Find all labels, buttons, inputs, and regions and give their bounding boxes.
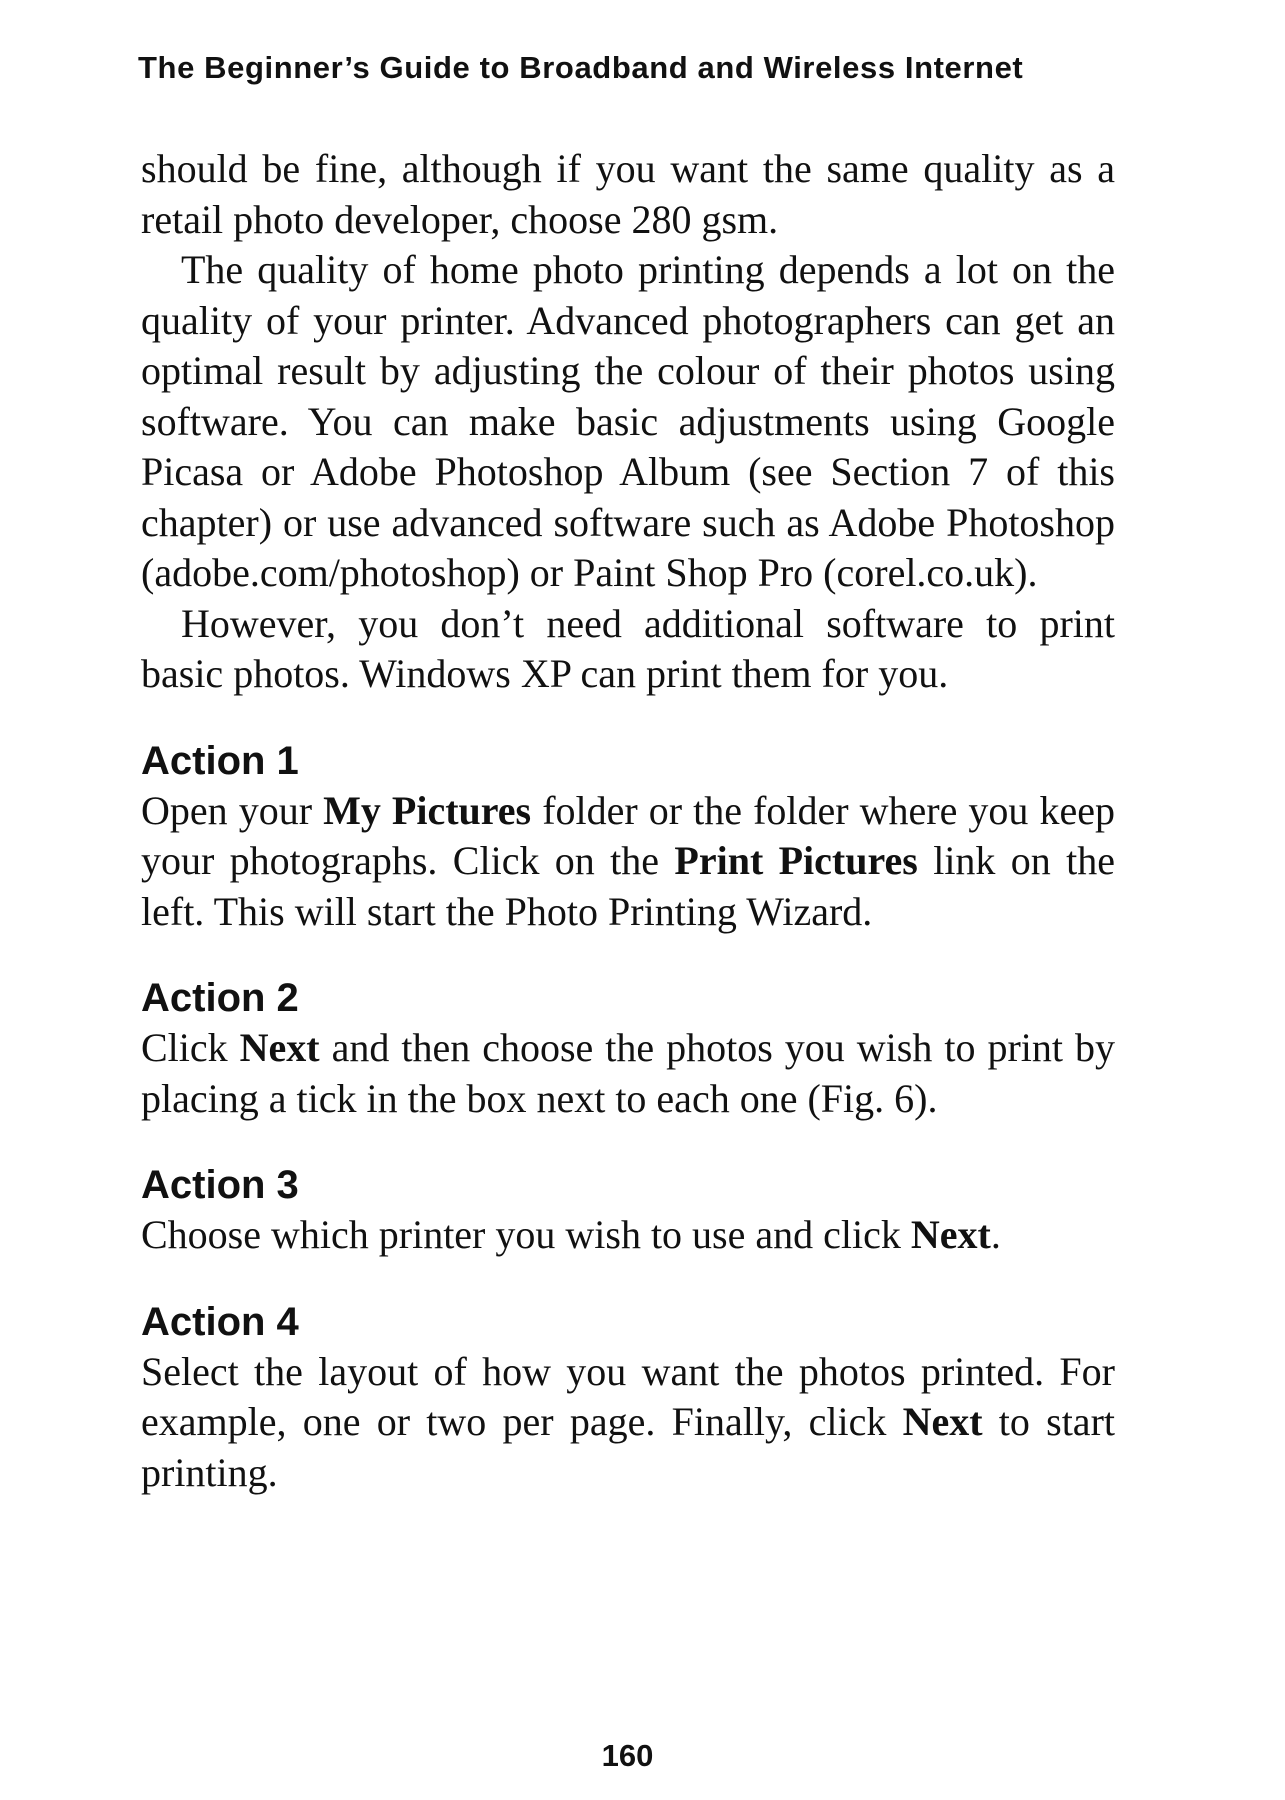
action-2-text [141, 1023, 1115, 1124]
action-3-text-part: Choose which printer you wish to use and click [141, 1212, 911, 1257]
action-4-heading: Action 4 [141, 1299, 299, 1344]
page-body [141, 144, 1115, 1498]
action-1-heading: Action 1 [141, 738, 299, 783]
action-4-section [141, 1297, 1115, 1499]
action-3-heading: Action 3 [141, 1163, 299, 1207]
action-4-text-part: Select the layout of how you want the photos printed. For example, one or two per page. Finally, click [141, 1348, 1115, 1444]
action-1-text-part: folder or the folder where you keep your photographs. Click on the [141, 787, 1115, 883]
next-term: Next [910, 1212, 991, 1257]
action-2-text-part: Click [141, 1025, 240, 1070]
action-1-section [141, 736, 1115, 938]
action-1-text-part: link on the left. This will start the Photo Printing Wizard. [141, 838, 1116, 934]
action-3-text-part: . [990, 1212, 1001, 1257]
paragraph-windows-xp: However, you don’t need additional software to print basic photos. Windows XP can print them for you. [141, 600, 1115, 696]
action-4-text [141, 1347, 1115, 1499]
action-3-section [141, 1160, 1115, 1261]
action-2-text-part: and then choose the photos you wish to print by placing a tick in the box next to each one (Fig. 6). [141, 1025, 1115, 1121]
my-pictures-term: My Pictures [323, 787, 532, 833]
running-header: The Beginner’s Guide to Broadband and Wireless Internet [138, 50, 1024, 85]
action-3-text [141, 1210, 1115, 1261]
action-2-heading: Action 2 [141, 976, 299, 1020]
print-pictures-term: Print Pictures [674, 838, 918, 883]
action-1-text [141, 786, 1115, 938]
next-term: Next [239, 1025, 320, 1070]
page-number: 160 [601, 1738, 654, 1773]
action-1-text-part: Open your [141, 787, 324, 833]
action-2-section [141, 973, 1115, 1124]
paragraph-continued: should be fine, although if you want the same quality as a retail photo developer, choose 280 gsm. [141, 146, 1115, 242]
paragraph-print-quality: The quality of home photo printing depends a lot on the quality of your printer. Advanced photographers can get an optimal result by adjusting the colour of their photos using software. You can make basic adjustments using Google Picasa or Adobe Photoshop Album (see Section 7 of this chapter) or use advanced software such as Adobe Photoshop (adobe.com/photoshop) or Paint Shop Pro (corel.co.uk). [141, 247, 1115, 595]
action-4-text-part: to start printing. [141, 1399, 1115, 1495]
next-term: Next [902, 1399, 983, 1444]
